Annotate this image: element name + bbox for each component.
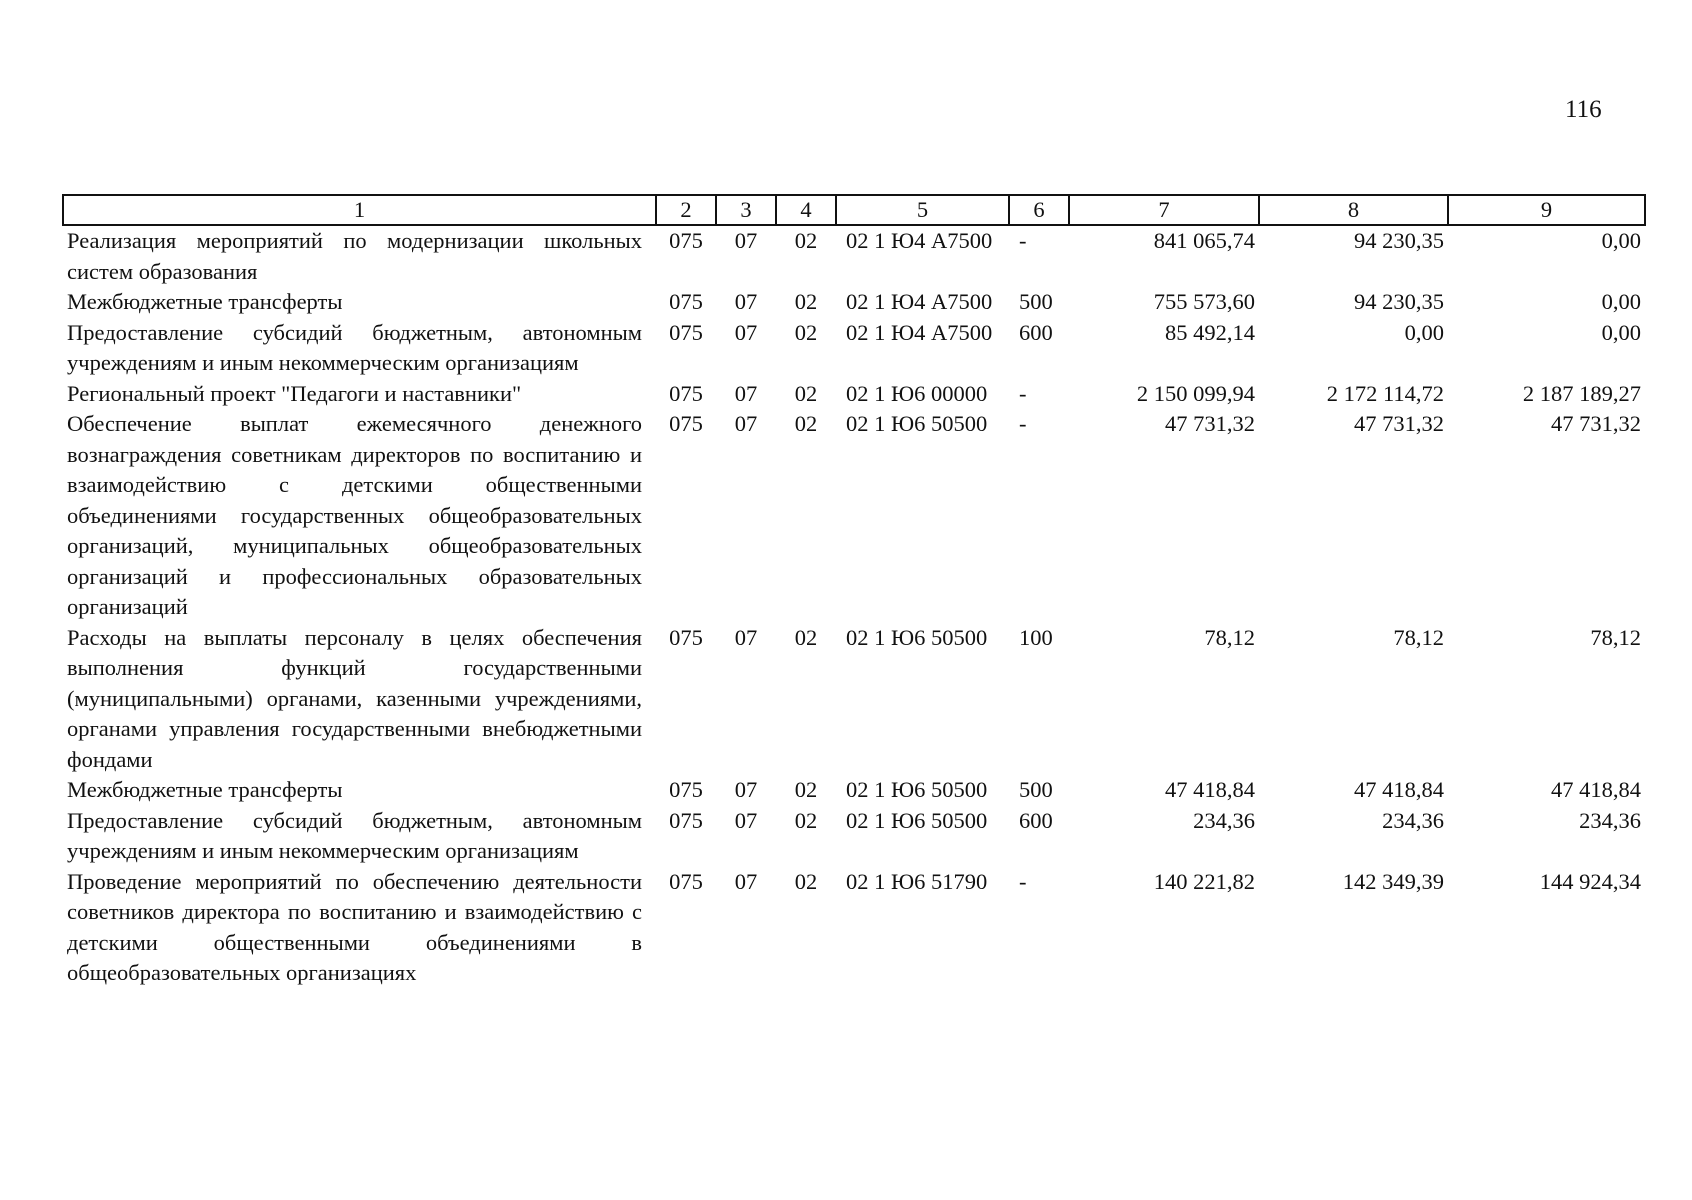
expense-type-cell: - [1019,228,1027,253]
subsection-code-cell: 02 [794,868,818,894]
target-article-cell: 02 1 Ю6 50500 [846,807,988,833]
table-row [63,318,1645,379]
amount-col7-cell: 85 492,14 [1165,319,1255,345]
amount-col7-cell: 47 418,84 [1165,777,1255,802]
column-header-8: 8 [1259,195,1448,225]
amount-col8-cell: 47 731,32 [1354,411,1444,436]
amount-col7-cell: 234,36 [1193,807,1255,833]
subsection-code-cell: 02 [794,228,818,253]
amount-col7-cell: 841 065,74 [1153,228,1255,253]
target-article-cell: 02 1 Ю4 А7500 [846,289,993,314]
expense-type-cell: - [1019,411,1027,436]
section-code-cell: 07 [734,228,758,253]
amount-col8-cell: 234,36 [1382,807,1444,833]
expense-name-cell: Межбюджетные трансферты [67,777,343,802]
budget-table [62,194,1646,989]
table-row [63,379,1645,410]
expense-name-cell: Обеспечение выплат ежемесячного денежного вознаграждения советникам директоров по воспитанию и взаимодействию с детскими общественными объединениями государственных общеобразовательных организаций, муниципальных общеобразовательных организаций и профессиональных образовательных организаций [67,411,642,619]
expense-name-cell: Межбюджетные трансферты [67,289,343,314]
header-row [63,195,1645,225]
amount-col7-cell: 78,12 [1204,624,1255,650]
expense-type-cell: - [1019,380,1027,406]
expense-type-cell: 500 [1019,777,1053,802]
target-article-cell: 02 1 Ю6 50500 [846,411,988,436]
ministry-code-cell: 075 [669,807,703,833]
table-row [63,287,1645,318]
amount-col8-cell: 2 172 114,72 [1326,380,1444,406]
expense-type-cell: 500 [1019,289,1053,314]
amount-col9-cell: 234,36 [1579,807,1641,833]
amount-col9-cell: 0,00 [1601,228,1641,253]
expense-name-cell: Расходы на выплаты персоналу в целях обеспечения выполнения функций государственными (муниципальными) органами, казенными учреждениями, органами управления государственными внебюджетными фондами [67,624,642,772]
column-header-4: 4 [776,195,836,225]
subsection-code-cell: 02 [794,624,818,650]
amount-col9-cell: 2 187 189,27 [1522,380,1641,406]
amount-col8-cell: 142 349,39 [1342,868,1444,894]
column-header-5: 5 [836,195,1009,225]
column-header-9: 9 [1448,195,1645,225]
column-header-2: 2 [656,195,716,225]
subsection-code-cell: 02 [794,411,818,436]
section-code-cell: 07 [734,411,758,436]
table-row [63,409,1645,623]
ministry-code-cell: 075 [669,777,703,802]
ministry-code-cell: 075 [669,228,703,253]
section-code-cell: 07 [734,319,758,345]
ministry-code-cell: 075 [669,380,703,406]
subsection-code-cell: 02 [794,807,818,833]
table-row [63,225,1645,287]
amount-col9-cell: 78,12 [1590,624,1641,650]
subsection-code-cell: 02 [794,380,818,406]
ministry-code-cell: 075 [669,624,703,650]
expense-type-cell: 600 [1019,807,1053,833]
ministry-code-cell: 075 [669,319,703,345]
ministry-code-cell: 075 [669,868,703,894]
amount-col9-cell: 0,00 [1601,289,1641,314]
ministry-code-cell: 075 [669,411,703,436]
expense-type-cell: 100 [1019,624,1053,650]
target-article-cell: 02 1 Ю4 А7500 [846,228,993,253]
subsection-code-cell: 02 [794,777,818,802]
expense-name-cell: Предоставление субсидий бюджетным, автономным учреждениям и иным некоммерческим организациям [67,807,642,863]
amount-col7-cell: 755 573,60 [1153,289,1255,314]
section-code-cell: 07 [734,380,758,406]
expense-name-cell: Региональный проект "Педагоги и наставники" [67,380,522,406]
expense-name-cell: Проведение мероприятий по обеспечению деятельности советников директора по воспитанию и взаимодействию с детскими общественными объединениями в общеобразовательных организациях [67,868,642,985]
table-row [63,867,1645,989]
column-header-6: 6 [1009,195,1069,225]
amount-col8-cell: 78,12 [1393,624,1444,650]
table-row [63,806,1645,867]
subsection-code-cell: 02 [794,319,818,345]
amount-col8-cell: 47 418,84 [1354,777,1444,802]
target-article-cell: 02 1 Ю6 50500 [846,624,988,650]
section-code-cell: 07 [734,807,758,833]
amount-col8-cell: 94 230,35 [1354,228,1444,253]
ministry-code-cell: 075 [669,289,703,314]
amount-col7-cell: 140 221,82 [1153,868,1255,894]
target-article-cell: 02 1 Ю6 50500 [846,777,988,802]
target-article-cell: 02 1 Ю4 А7500 [846,319,993,345]
amount-col8-cell: 0,00 [1404,319,1444,345]
column-header-7: 7 [1069,195,1259,225]
subsection-code-cell: 02 [794,289,818,314]
expense-type-cell: - [1019,868,1027,894]
section-code-cell: 07 [734,868,758,894]
table-body [63,225,1645,989]
section-code-cell: 07 [734,777,758,802]
target-article-cell: 02 1 Ю6 51790 [846,868,988,894]
amount-col8-cell: 94 230,35 [1354,289,1444,314]
amount-col7-cell: 2 150 099,94 [1136,380,1255,406]
column-header-3: 3 [716,195,776,225]
column-header-1: 1 [63,195,656,225]
table-row [63,623,1645,776]
amount-col9-cell: 0,00 [1601,319,1641,345]
target-article-cell: 02 1 Ю6 00000 [846,380,988,406]
table-row [63,775,1645,806]
expense-name-cell: Реализация мероприятий по модернизации школьных систем образования [67,228,642,284]
amount-col9-cell: 47 731,32 [1551,411,1641,436]
amount-col9-cell: 47 418,84 [1551,777,1641,802]
amount-col9-cell: 144 924,34 [1539,868,1641,894]
amount-col7-cell: 47 731,32 [1165,411,1255,436]
expense-type-cell: 600 [1019,319,1053,345]
section-code-cell: 07 [734,624,758,650]
expense-name-cell: Предоставление субсидий бюджетным, автономным учреждениям и иным некоммерческим организациям [67,319,642,375]
page-number: 116 [1565,96,1602,123]
table-header [63,195,1645,225]
section-code-cell: 07 [734,289,758,314]
